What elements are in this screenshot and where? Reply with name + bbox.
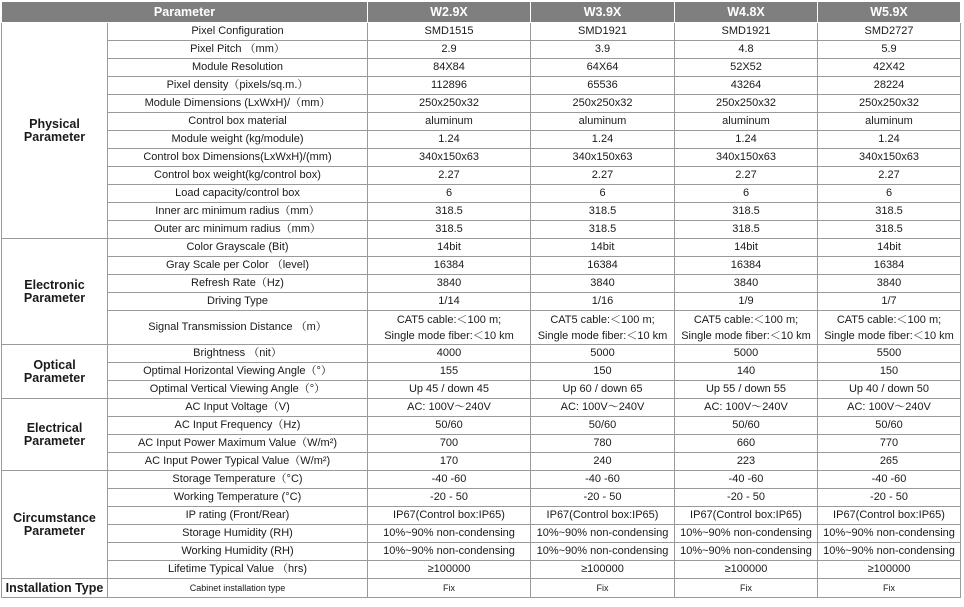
value-cell: aluminum — [368, 113, 531, 131]
value-cell: SMD1515 — [368, 23, 531, 41]
group-label: Electrical Parameter — [2, 399, 108, 471]
value-cell: 660 — [675, 435, 818, 453]
table-row — [2, 543, 961, 561]
table-row — [2, 257, 961, 275]
value-cell: 5000 — [531, 345, 675, 363]
value-cell: 2.27 — [368, 167, 531, 185]
value-cell: CAT5 cable:＜100 m; Single mode fiber:＜10 km — [531, 311, 675, 345]
value-cell: 6 — [531, 185, 675, 203]
row-label: Cabinet installation type — [108, 579, 368, 598]
value-cell: 84X84 — [368, 59, 531, 77]
value-cell: 150 — [531, 363, 675, 381]
header-row — [2, 2, 961, 23]
value-cell: 3840 — [675, 275, 818, 293]
row-label: Optimal Vertical Viewing Angle（°） — [108, 381, 368, 399]
value-cell: 6 — [675, 185, 818, 203]
table-row — [2, 41, 961, 59]
value-cell: 10%~90% non-condensing — [368, 543, 531, 561]
value-cell: 42X42 — [818, 59, 961, 77]
row-label: Pixel Pitch （mm） — [108, 41, 368, 59]
value-cell: 14bit — [531, 239, 675, 257]
value-cell: 318.5 — [368, 203, 531, 221]
value-cell: 6 — [818, 185, 961, 203]
value-cell: SMD1921 — [531, 23, 675, 41]
spec-body — [2, 23, 961, 598]
value-cell: AC: 100V～240V — [531, 399, 675, 417]
value-cell: 223 — [675, 453, 818, 471]
row-label: Signal Transmission Distance （m） — [108, 311, 368, 345]
value-cell: ≥100000 — [818, 561, 961, 579]
value-cell: Up 40 / down 50 — [818, 381, 961, 399]
value-cell: 1/7 — [818, 293, 961, 311]
value-cell: -40 -60 — [368, 471, 531, 489]
table-row — [2, 453, 961, 471]
table-row — [2, 113, 961, 131]
value-cell: 3840 — [818, 275, 961, 293]
table-row — [2, 363, 961, 381]
value-cell: 10%~90% non-condensing — [531, 543, 675, 561]
value-cell: 10%~90% non-condensing — [675, 543, 818, 561]
row-label: Storage Humidity (RH) — [108, 525, 368, 543]
value-cell: 10%~90% non-condensing — [531, 525, 675, 543]
value-cell: AC: 100V～240V — [818, 399, 961, 417]
table-row — [2, 77, 961, 95]
value-cell: Up 55 / down 55 — [675, 381, 818, 399]
value-cell: 112896 — [368, 77, 531, 95]
row-label: Control box Dimensions(LxWxH)/(mm) — [108, 149, 368, 167]
row-label: Module weight (kg/module) — [108, 131, 368, 149]
table-row — [2, 95, 961, 113]
value-cell: 3840 — [368, 275, 531, 293]
value-cell: -20 - 50 — [818, 489, 961, 507]
table-row — [2, 167, 961, 185]
row-label: Pixel density（pixels/sq.m.） — [108, 77, 368, 95]
row-label: Module Dimensions (LxWxH)/（mm） — [108, 95, 368, 113]
value-cell: CAT5 cable:＜100 m; Single mode fiber:＜10 km — [818, 311, 961, 345]
group-label: Electronic Parameter — [2, 239, 108, 345]
value-cell: 700 — [368, 435, 531, 453]
value-cell: aluminum — [531, 113, 675, 131]
value-cell: 16384 — [531, 257, 675, 275]
value-cell: 155 — [368, 363, 531, 381]
value-cell: CAT5 cable:＜100 m; Single mode fiber:＜10 km — [675, 311, 818, 345]
row-label: Working Temperature (°C) — [108, 489, 368, 507]
value-cell: 250x250x32 — [531, 95, 675, 113]
value-cell: 150 — [818, 363, 961, 381]
value-cell: 10%~90% non-condensing — [818, 525, 961, 543]
value-cell: 50/60 — [675, 417, 818, 435]
row-label: Control box material — [108, 113, 368, 131]
value-cell: 240 — [531, 453, 675, 471]
header-model: W2.9X — [368, 2, 531, 23]
value-cell: 318.5 — [675, 203, 818, 221]
table-row — [2, 23, 961, 41]
value-cell: 64X64 — [531, 59, 675, 77]
value-cell: 2.27 — [818, 167, 961, 185]
value-cell: SMD1921 — [675, 23, 818, 41]
table-row — [2, 471, 961, 489]
table-row — [2, 489, 961, 507]
value-cell: Fix — [818, 579, 961, 598]
row-label: Inner arc minimum radius（mm） — [108, 203, 368, 221]
value-cell: -20 - 50 — [531, 489, 675, 507]
value-cell: 318.5 — [818, 221, 961, 239]
value-cell: 14bit — [818, 239, 961, 257]
value-cell: 5000 — [675, 345, 818, 363]
table-row — [2, 381, 961, 399]
value-cell: Up 60 / down 65 — [531, 381, 675, 399]
value-cell: 4000 — [368, 345, 531, 363]
value-cell: -20 - 50 — [368, 489, 531, 507]
value-cell: SMD2727 — [818, 23, 961, 41]
value-cell: 1/16 — [531, 293, 675, 311]
row-label: Outer arc minimum radius（mm） — [108, 221, 368, 239]
table-row — [2, 399, 961, 417]
header-model: W3.9X — [531, 2, 675, 23]
value-cell: 50/60 — [531, 417, 675, 435]
value-cell: 10%~90% non-condensing — [368, 525, 531, 543]
value-cell: aluminum — [675, 113, 818, 131]
row-label: Storage Temperature（°C) — [108, 471, 368, 489]
value-cell: 50/60 — [368, 417, 531, 435]
group-label: Optical Parameter — [2, 345, 108, 399]
row-label: IP rating (Front/Rear) — [108, 507, 368, 525]
table-row — [2, 561, 961, 579]
value-cell: 3840 — [531, 275, 675, 293]
table-row — [2, 131, 961, 149]
row-label: Pixel Configuration — [108, 23, 368, 41]
value-cell: 43264 — [675, 77, 818, 95]
table-row — [2, 239, 961, 257]
value-cell: Up 45 / down 45 — [368, 381, 531, 399]
value-cell: 340x150x63 — [818, 149, 961, 167]
row-label: Module Resolution — [108, 59, 368, 77]
row-label: Driving Type — [108, 293, 368, 311]
value-cell: 318.5 — [531, 203, 675, 221]
value-cell: ≥100000 — [368, 561, 531, 579]
value-cell: 1/9 — [675, 293, 818, 311]
value-cell: 52X52 — [675, 59, 818, 77]
table-row — [2, 149, 961, 167]
value-cell: -40 -60 — [531, 471, 675, 489]
row-label: Optimal Horizontal Viewing Angle（°） — [108, 363, 368, 381]
value-cell: 28224 — [818, 77, 961, 95]
row-label: Lifetime Typical Value （hrs) — [108, 561, 368, 579]
value-cell: -40 -60 — [675, 471, 818, 489]
table-row — [2, 579, 961, 598]
value-cell: 780 — [531, 435, 675, 453]
group-label: Physical Parameter — [2, 23, 108, 239]
value-cell: 2.27 — [531, 167, 675, 185]
value-cell: 5.9 — [818, 41, 961, 59]
value-cell: CAT5 cable:＜100 m; Single mode fiber:＜10 km — [368, 311, 531, 345]
value-cell: IP67(Control box:IP65) — [531, 507, 675, 525]
value-cell: ≥100000 — [675, 561, 818, 579]
value-cell: 65536 — [531, 77, 675, 95]
value-cell: 318.5 — [675, 221, 818, 239]
table-row — [2, 435, 961, 453]
value-cell: 340x150x63 — [531, 149, 675, 167]
header-model: W4.8X — [675, 2, 818, 23]
value-cell: 10%~90% non-condensing — [675, 525, 818, 543]
value-cell: 1.24 — [368, 131, 531, 149]
row-label: Control box weight(kg/control box) — [108, 167, 368, 185]
value-cell: -40 -60 — [818, 471, 961, 489]
header-parameter: Parameter — [2, 2, 368, 23]
value-cell: 2.27 — [675, 167, 818, 185]
table-row — [2, 203, 961, 221]
value-cell: 170 — [368, 453, 531, 471]
value-cell: 1.24 — [531, 131, 675, 149]
value-cell: 340x150x63 — [675, 149, 818, 167]
group-label: Installation Type — [2, 579, 108, 598]
value-cell: 3.9 — [531, 41, 675, 59]
value-cell: 16384 — [368, 257, 531, 275]
value-cell: 6 — [368, 185, 531, 203]
row-label: AC Input Frequency（Hz) — [108, 417, 368, 435]
value-cell: -20 - 50 — [675, 489, 818, 507]
value-cell: 4.8 — [675, 41, 818, 59]
value-cell: 14bit — [675, 239, 818, 257]
value-cell: 16384 — [675, 257, 818, 275]
row-label: AC Input Power Maximum Value（W/m²) — [108, 435, 368, 453]
value-cell: 340x150x63 — [368, 149, 531, 167]
value-cell: 318.5 — [818, 203, 961, 221]
table-row — [2, 275, 961, 293]
value-cell: AC: 100V～240V — [675, 399, 818, 417]
value-cell: Fix — [675, 579, 818, 598]
value-cell: 265 — [818, 453, 961, 471]
row-label: Brightness （nit） — [108, 345, 368, 363]
value-cell: 2.9 — [368, 41, 531, 59]
table-row — [2, 525, 961, 543]
value-cell: Fix — [368, 579, 531, 598]
value-cell: 10%~90% non-condensing — [818, 543, 961, 561]
value-cell: 140 — [675, 363, 818, 381]
row-label: Gray Scale per Color （level) — [108, 257, 368, 275]
table-row — [2, 417, 961, 435]
value-cell: 14bit — [368, 239, 531, 257]
value-cell: 250x250x32 — [368, 95, 531, 113]
header-model: W5.9X — [818, 2, 961, 23]
table-row — [2, 221, 961, 239]
row-label: Refresh Rate（Hz) — [108, 275, 368, 293]
value-cell: 318.5 — [531, 221, 675, 239]
table-row — [2, 185, 961, 203]
row-label: AC Input Voltage（V) — [108, 399, 368, 417]
value-cell: 16384 — [818, 257, 961, 275]
row-label: Working Humidity (RH) — [108, 543, 368, 561]
value-cell: 50/60 — [818, 417, 961, 435]
value-cell: IP67(Control box:IP65) — [818, 507, 961, 525]
table-row — [2, 311, 961, 345]
row-label: Color Grayscale (Bit) — [108, 239, 368, 257]
value-cell: 1.24 — [675, 131, 818, 149]
value-cell: 318.5 — [368, 221, 531, 239]
table-row — [2, 293, 961, 311]
value-cell: ≥100000 — [531, 561, 675, 579]
value-cell: 1/14 — [368, 293, 531, 311]
table-row — [2, 507, 961, 525]
value-cell: IP67(Control box:IP65) — [675, 507, 818, 525]
value-cell: AC: 100V～240V — [368, 399, 531, 417]
row-label: AC Input Power Typical Value（W/m²) — [108, 453, 368, 471]
value-cell: aluminum — [818, 113, 961, 131]
value-cell: 250x250x32 — [675, 95, 818, 113]
table-row — [2, 345, 961, 363]
table-row — [2, 59, 961, 77]
value-cell: IP67(Control box:IP65) — [368, 507, 531, 525]
value-cell: 1.24 — [818, 131, 961, 149]
value-cell: Fix — [531, 579, 675, 598]
value-cell: 5500 — [818, 345, 961, 363]
value-cell: 250x250x32 — [818, 95, 961, 113]
spec-table — [1, 1, 961, 598]
row-label: Load capacity/control box — [108, 185, 368, 203]
group-label: Circumstance Parameter — [2, 471, 108, 579]
value-cell: 770 — [818, 435, 961, 453]
